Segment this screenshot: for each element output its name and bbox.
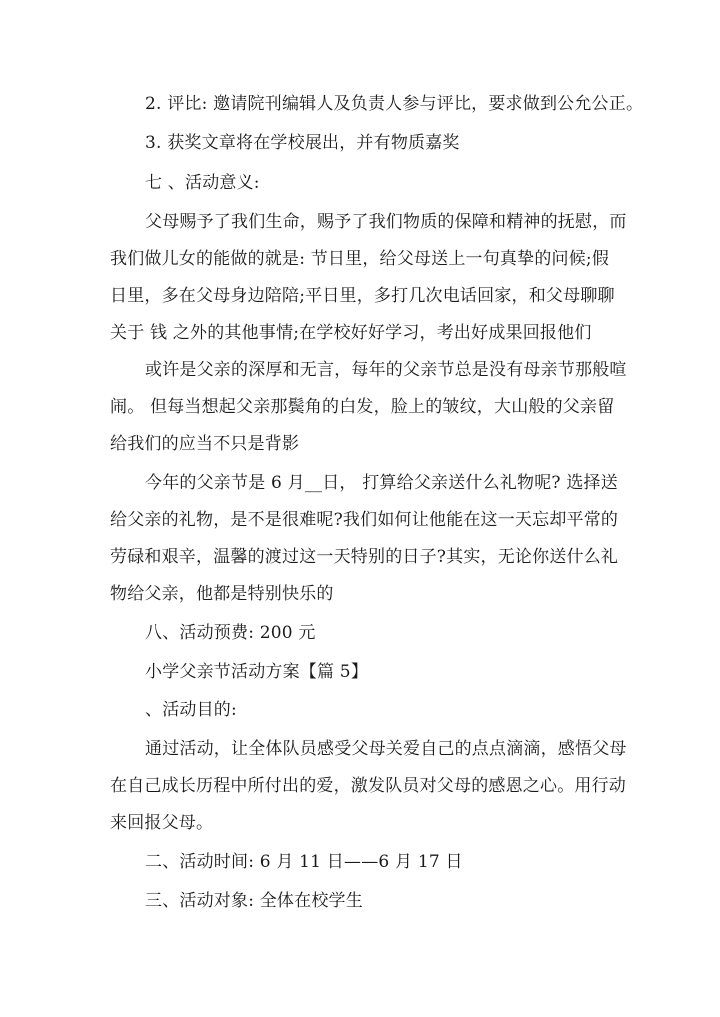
- text-line: 关于 钱 之外的其他事情;在学校好好学习，考出好成果回报他们: [110, 323, 592, 343]
- text-line: 物给父亲，他都是特别快乐的: [110, 584, 334, 604]
- text-line: 今年的父亲节是 6 月__日， 打算给父亲送什么礼物呢? 选择送: [145, 473, 618, 493]
- text-line: 劳碌和艰辛，温馨的渡过这一天特别的日子?其实，无论你送什么礼: [110, 547, 619, 567]
- document-title: 小学父亲节活动方案【篇 5】: [145, 662, 369, 682]
- text-line: 3. 获奖文章将在学校展出，并有物质嘉奖: [145, 133, 460, 153]
- text-line: 在自己成长历程中所付出的爱，激发队员对父母的感恩之心。用行动: [110, 776, 626, 796]
- text-line: 给我们的应当不只是背影: [110, 434, 300, 454]
- text-line: 父母赐予了我们生命，赐予了我们物质的保障和精神的抚慰，而: [145, 212, 627, 232]
- section-heading: 八、活动预费: 200 元: [145, 623, 316, 643]
- section-heading: 二、活动时间: 6 月 11 日——6 月 17 日: [145, 852, 463, 872]
- section-heading: 、活动目的:: [145, 700, 237, 720]
- text-line: 日里，多在父母身边陪陪;平日里，多打几次电话回家，和父母聊聊: [110, 286, 615, 306]
- text-line: 2. 评比: 邀请院刊编辑人及负责人参与评比，要求做到公允公正。: [145, 94, 644, 114]
- text-line: 来回报父母。: [110, 813, 214, 833]
- text-line: 我们做儿女的能做的就是: 节日里，给父母送上一句真挚的问候;假: [110, 249, 610, 269]
- text-line: 通过活动，让全体队员感受父母关爱自己的点点滴滴，感悟父母: [145, 739, 627, 759]
- section-heading: 七 、活动意义:: [145, 173, 260, 193]
- text-line: 闹。 但每当想起父亲那鬓角的白发，脸上的皱纹，大山般的父亲留: [110, 397, 615, 417]
- text-line: 给父亲的礼物，是不是很难呢?我们如何让他能在这一天忘却平常的: [110, 510, 619, 530]
- section-heading: 三、活动对象: 全体在校学生: [145, 891, 363, 911]
- text-line: 或许是父亲的深厚和无言，每年的父亲节总是没有母亲节那般喧: [145, 360, 627, 380]
